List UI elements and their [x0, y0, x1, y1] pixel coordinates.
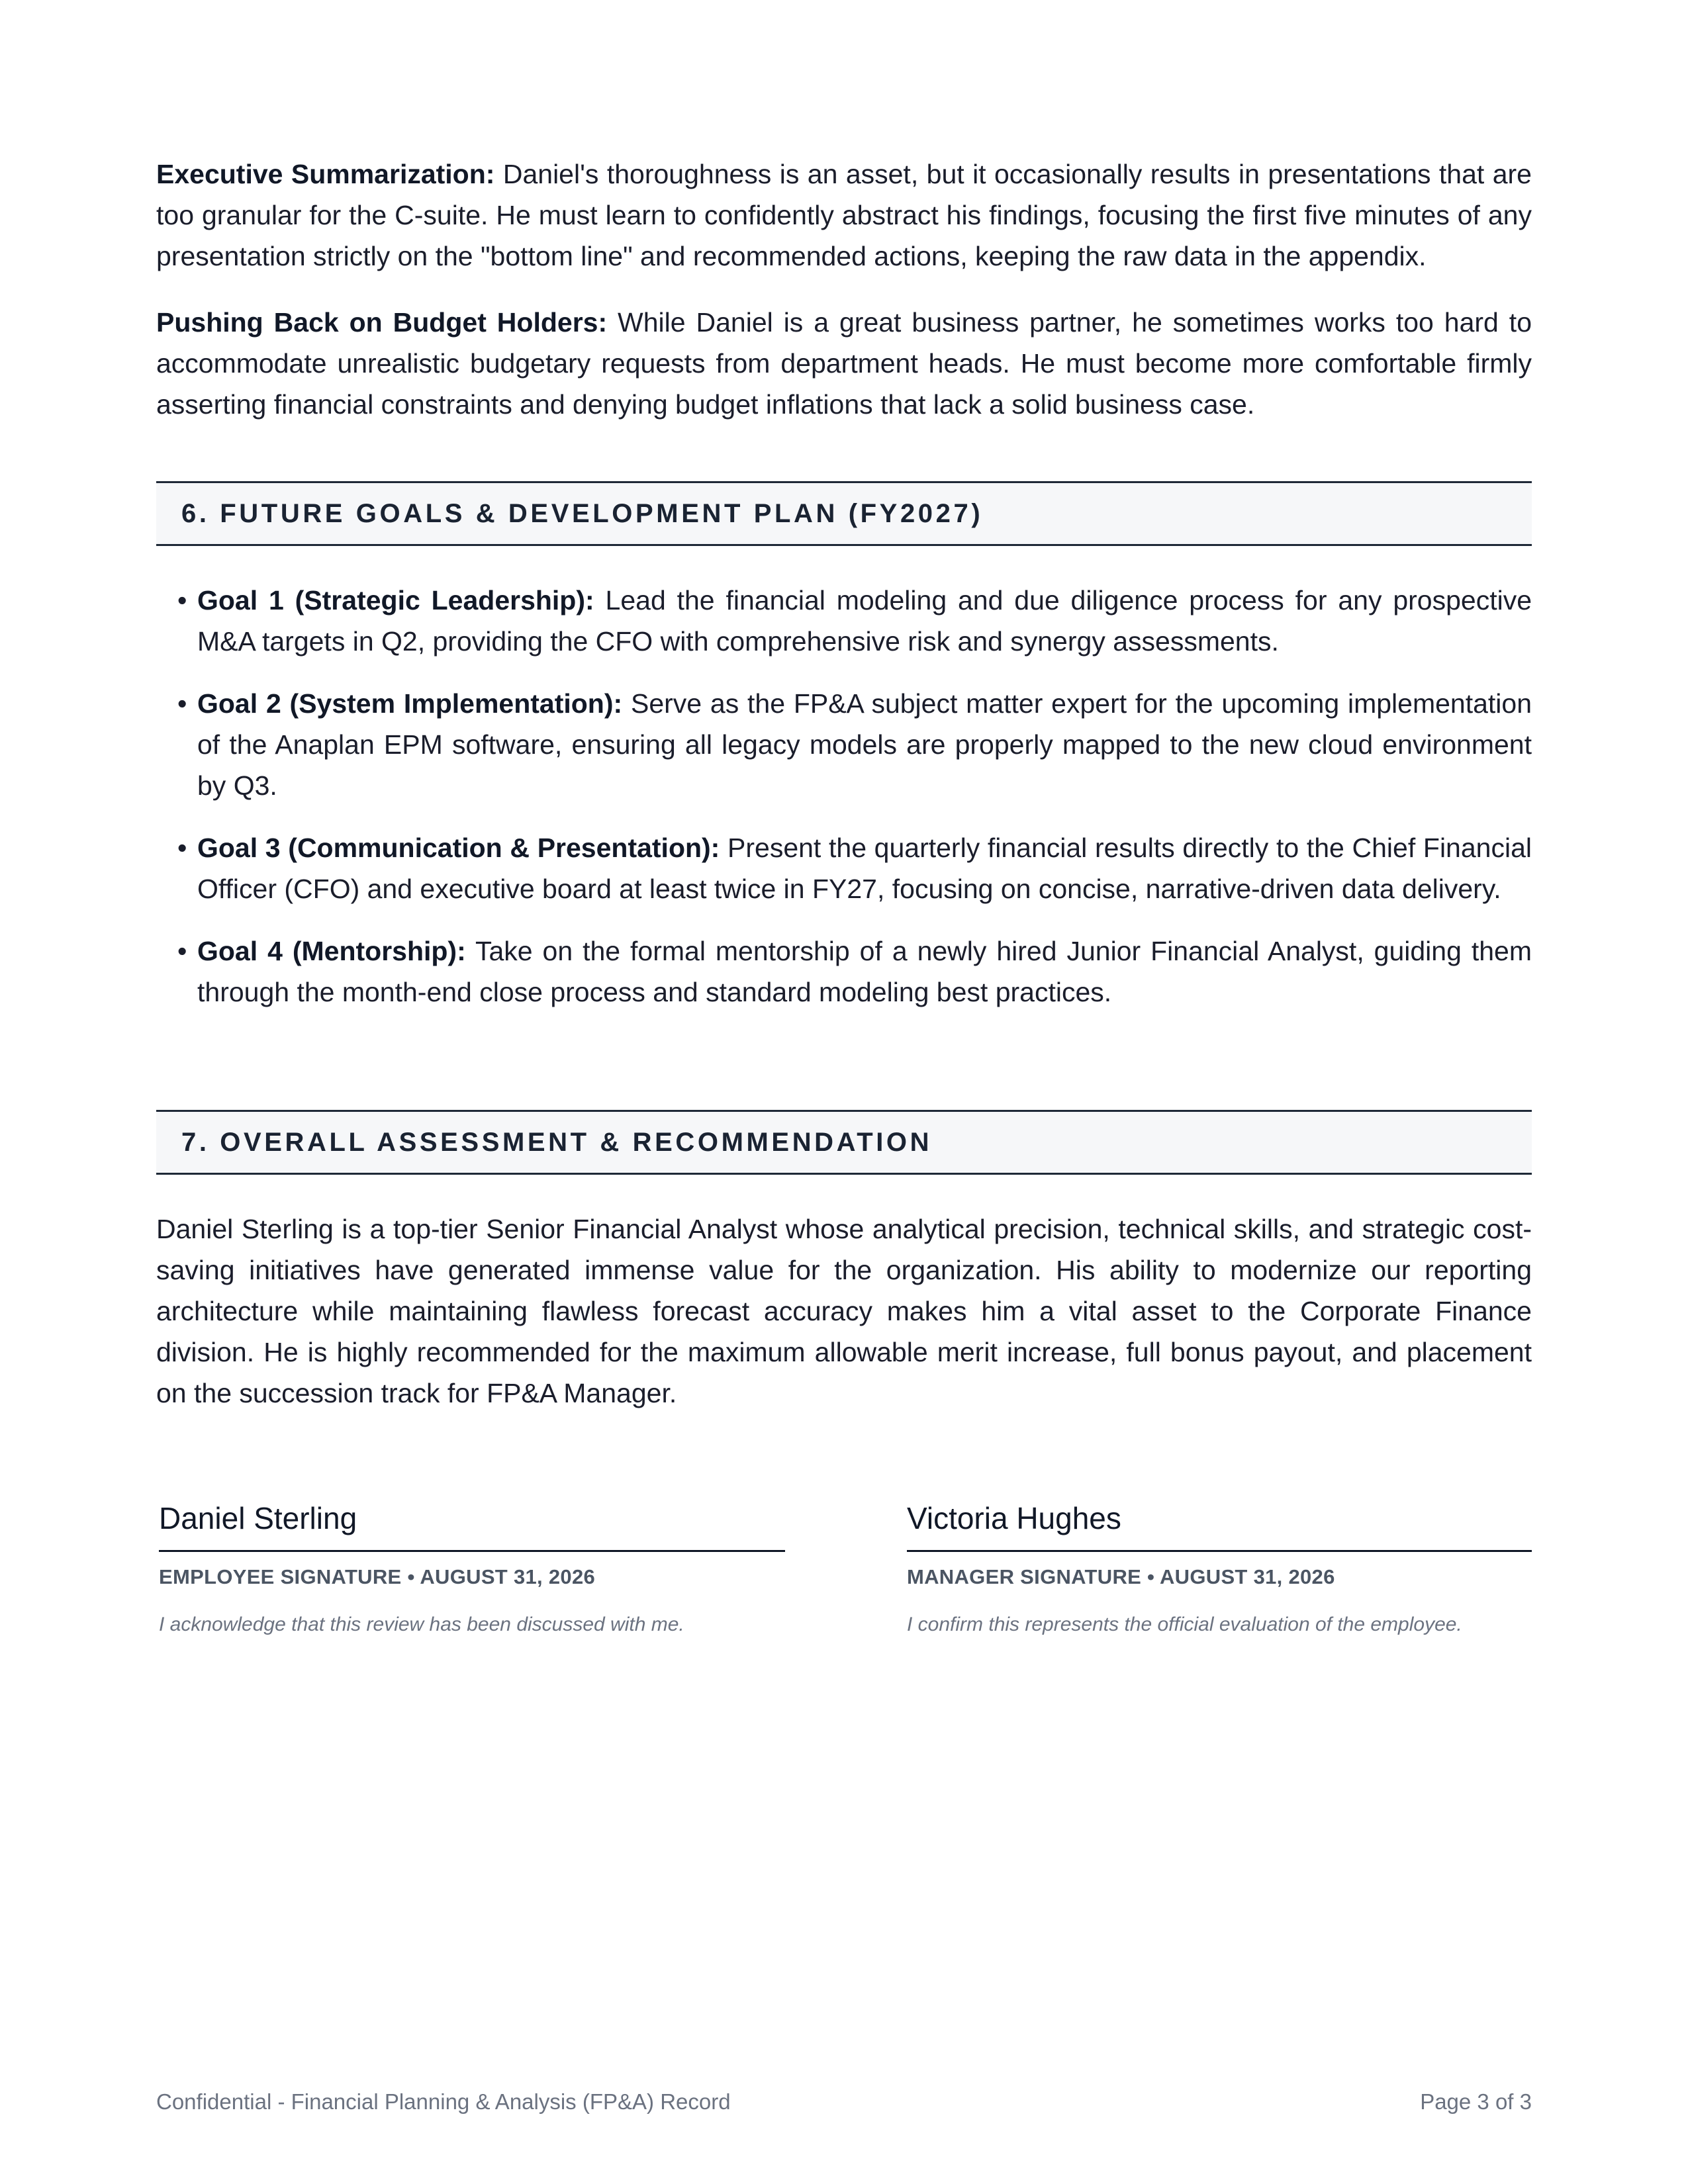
- manager-signature-name: Victoria Hughes: [907, 1496, 1532, 1552]
- list-item: [177, 827, 1532, 909]
- paragraph-label: Pushing Back on Budget Holders:: [156, 307, 608, 338]
- list-item: [177, 931, 1532, 1013]
- paragraph-text: While Daniel is a great business partner, he sometimes works too hard to accommodate unrealistic budgetary requests from department heads. He must become more comfortable firmly asserting financial constraints and denying budget inflations that lack a solid business case.: [156, 307, 1532, 420]
- employee-signature-note: I acknowledge that this review has been discussed with me.: [159, 1614, 684, 1635]
- goal-label: Goal 3 (Communication & Presentation):: [197, 833, 720, 863]
- employee-signature-label: EMPLOYEE SIGNATURE • AUGUST 31, 2026: [159, 1565, 596, 1588]
- executive-summarization-paragraph: [156, 154, 1532, 277]
- goal-text: Lead the financial modeling and due diligence process for any prospective M&A targets in Q2, providing the CFO with comprehensive risk and synergy assessments.: [197, 585, 1532, 657]
- paragraph-label: Executive Summarization:: [156, 159, 495, 189]
- employee-signature-name: Daniel Sterling: [159, 1496, 785, 1552]
- manager-signature-note: I confirm this represents the official evaluation of the employee.: [907, 1614, 1462, 1635]
- section-title: 6. FUTURE GOALS & DEVELOPMENT PLAN (FY2027): [181, 499, 984, 528]
- employee-signature-block: [159, 1496, 785, 1638]
- footer-confidential-text: Confidential - Financial Planning & Analysis (FP&A) Record: [156, 2089, 731, 2114]
- bullet-icon: •: [177, 833, 187, 863]
- goal-label: Goal 4 (Mentorship):: [197, 936, 466, 966]
- goal-label: Goal 1 (Strategic Leadership):: [197, 585, 594, 615]
- overall-assessment-paragraph: Daniel Sterling is a top-tier Senior Financial Analyst whose analytical precision, technical skills, and strategic cost-saving initiatives have generated immense value for the organization. His ability to modernize our reporting architecture while maintaining flawless forecast accuracy makes him a vital asset to the Corporate Finance division. He is highly recommended for the maximum allowable merit increase, full bonus payout, and placement on the succession track for FP&A Manager.: [156, 1214, 1532, 1408]
- list-item: [177, 683, 1532, 806]
- goal-text: Take on the formal mentorship of a newly hired Junior Financial Analyst, guiding them through the month-end close process and standard modeling best practices.: [197, 936, 1532, 1007]
- bullet-icon: •: [177, 688, 187, 719]
- section-header-goals: [156, 481, 1532, 546]
- list-item: [177, 580, 1532, 662]
- manager-signature-block: [907, 1496, 1532, 1638]
- goal-label: Goal 2 (System Implementation):: [197, 688, 623, 719]
- manager-signature-label: MANAGER SIGNATURE • AUGUST 31, 2026: [907, 1565, 1335, 1588]
- bullet-icon: •: [177, 585, 187, 615]
- pushing-back-paragraph: [156, 302, 1532, 425]
- goal-text: Serve as the FP&A subject matter expert for the upcoming implementation of the Anaplan EPM software, ensuring all legacy models are properly mapped to the new cloud environment by Q3.: [197, 688, 1532, 801]
- bullet-icon: •: [177, 936, 187, 966]
- goal-text: Present the quarterly financial results directly to the Chief Financial Officer (CFO) and executive board at least twice in FY27, focusing on concise, narrative-driven data delivery.: [197, 833, 1532, 904]
- page-number: Page 3 of 3: [1420, 2089, 1532, 2114]
- document-page: [156, 0, 1532, 2184]
- goals-list: [177, 580, 1532, 1034]
- section-header-overall: [156, 1110, 1532, 1175]
- paragraph-text: Daniel's thoroughness is an asset, but it occasionally results in presentations that are too granular for the C-suite. He must learn to confidently abstract his findings, focusing the first five minutes of any presentation strictly on the "bottom line" and recommended actions, keeping the raw data in the appendix.: [156, 159, 1532, 271]
- section-title: 7. OVERALL ASSESSMENT & RECOMMENDATION: [181, 1128, 933, 1157]
